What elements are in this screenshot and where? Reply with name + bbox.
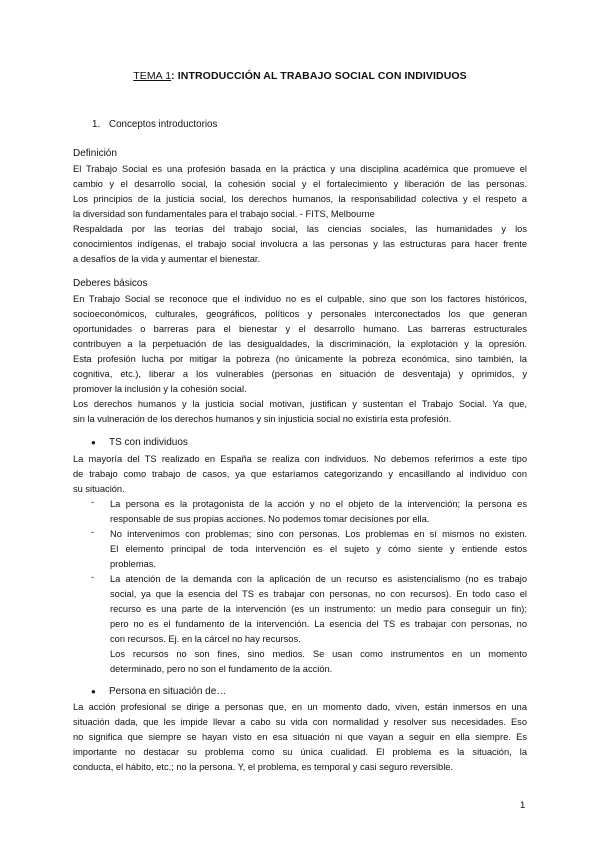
bullet-label: Persona en situación de…: [109, 686, 227, 697]
text-line: Esta profesión lucha por mitigar la pobreza (no únicamente la pobreza económica, sino también, la: [73, 354, 527, 364]
page-number: 1: [520, 800, 526, 811]
bullet-icon: ●: [91, 438, 96, 447]
list-item-line: con recursos. Ej. en la cárcel no hay recursos.: [110, 634, 301, 644]
bullet-icon: ●: [91, 687, 96, 696]
dash-marker: -: [91, 572, 95, 582]
text-line: promover la inclusión y la cohesión social.: [73, 384, 247, 394]
text-line: su situación.: [73, 484, 125, 494]
list-item-line: No intervenimos con problemas; sino con personas. Los problemas en sí mismos no existen.: [110, 529, 527, 539]
list-item-line: recurso es una parte de la intervención (es un instrumento: un medio para conseguir un fin);: [110, 604, 527, 614]
persona-situacion-heading: [91, 686, 226, 697]
ts-individuos-heading: [91, 437, 188, 448]
text-line: cognitiva, etc.), liberar a los vulnerables (personas en situación de desventaja) y oprimidos, y: [73, 369, 527, 379]
list-item-line: El elemento principal de toda intervención es el sujeto y cómo siente y entiende estos: [110, 544, 527, 554]
text-line: la diversidad son fundamentales para el trabajo social. - FITS, Melbourne: [73, 209, 375, 219]
section-number: 1.: [92, 119, 101, 130]
text-line: Los principios de la justicia social, los derechos humanos, la responsabilidad colectiva y el respeto a: [73, 194, 527, 204]
list-item-line: determinado, pero no son el fundamento de la acción.: [110, 664, 333, 674]
list-item-line: social, ya que la esencia del TS es trabajar con personas, no con recursos). En todo caso el: [110, 589, 527, 599]
text-line: contribuyen a la perpetuación de las desigualdades, la discriminación, la explotación y la opresión.: [73, 339, 527, 349]
list-item-line: pero no es el fundamento de la intervención. La esencia del TS es trabajar con personas, no: [110, 619, 527, 629]
text-line: En Trabajo Social se reconoce que el individuo no es el culpable, sino que son los factores históricos,: [73, 294, 527, 304]
bullet-label: TS con individuos: [109, 437, 188, 448]
text-line: importante no destacar su problema como su única cualidad. El problema es la situación, la: [73, 747, 527, 757]
text-line: La mayoría del TS realizado en España se realiza con individuos. No debemos referirnos a este tipo: [73, 454, 527, 464]
deberes-heading: Deberes básicos: [73, 278, 148, 289]
section-label: Conceptos introductorios: [109, 119, 218, 130]
text-line: de trabajo como trabajo de casos, ya que estaríamos categorizando y encasillando al individuo con: [73, 469, 527, 479]
list-item-line: Los recursos no son fines, sino medios. Se usan como instrumentos en un momento: [110, 649, 527, 659]
text-line: situación dada, que les impide llevar a cabo su vida con normalidad y resolver sus necesidades. Eso: [73, 717, 527, 727]
text-line: a desafíos de la vida y aumentar el bienestar.: [73, 254, 261, 264]
section-heading: [92, 119, 217, 130]
text-line: conocimientos indígenas, el trabajo social involucra a las personas y las estructuras para hacer frente: [73, 239, 527, 249]
list-item-line: problemas.: [110, 559, 156, 569]
text-line: socioeconómicos, culturales, geográficos, políticos y personales interconectados los que generan: [73, 309, 527, 319]
text-line: sin la vulneración de los derechos humanos y sin injusticia social no existiría esta profesión.: [73, 414, 452, 424]
dash-marker: -: [91, 497, 95, 507]
text-line: no significa que siempre se hayan visto en esa situación ni que vayan a seguir en ella siempre. Es: [73, 732, 527, 742]
text-line: cambio y el desarrollo social, la cohesión social y el fortalecimiento y liberación de las personas.: [73, 179, 527, 189]
list-item-line: responsable de sus propias acciones. No podemos tomar decisiones por ella.: [110, 514, 430, 524]
text-line: conducta, el hábito, etc.; no la persona. Y, el problema, es temporal y casi seguro reversible.: [73, 762, 454, 772]
title-text: : INTRODUCCIÓN AL TRABAJO SOCIAL CON INDIVIDUOS: [171, 70, 467, 82]
title-prefix: TEMA 1: [133, 70, 172, 82]
text-line: El Trabajo Social es una profesión basada en la práctica y una disciplina académica que promueve el: [73, 164, 527, 174]
text-line: La acción profesional se dirige a personas que, en un momento dado, viven, están inmersos en una: [73, 702, 527, 712]
document-title: [0, 70, 600, 82]
definicion-heading: Definición: [73, 148, 117, 159]
dash-marker: -: [91, 527, 95, 537]
list-item-line: La persona es la protagonista de la acción y no el objeto de la intervención; la persona es: [110, 499, 527, 509]
text-line: Los derechos humanos y la justicia social motivan, justifican y sustentan el Trabajo Social. Ya que,: [73, 399, 527, 409]
text-line: Respaldada por las teorías del trabajo social, las ciencias sociales, las humanidades y los: [73, 224, 527, 234]
text-line: oportunidades o barreras para el bienestar y el desarrollo humano. Las barreras estructurales: [73, 324, 527, 334]
list-item-line: La atención de la demanda con la aplicación de un recurso es asistencialismo (no es trabajo: [110, 574, 527, 584]
